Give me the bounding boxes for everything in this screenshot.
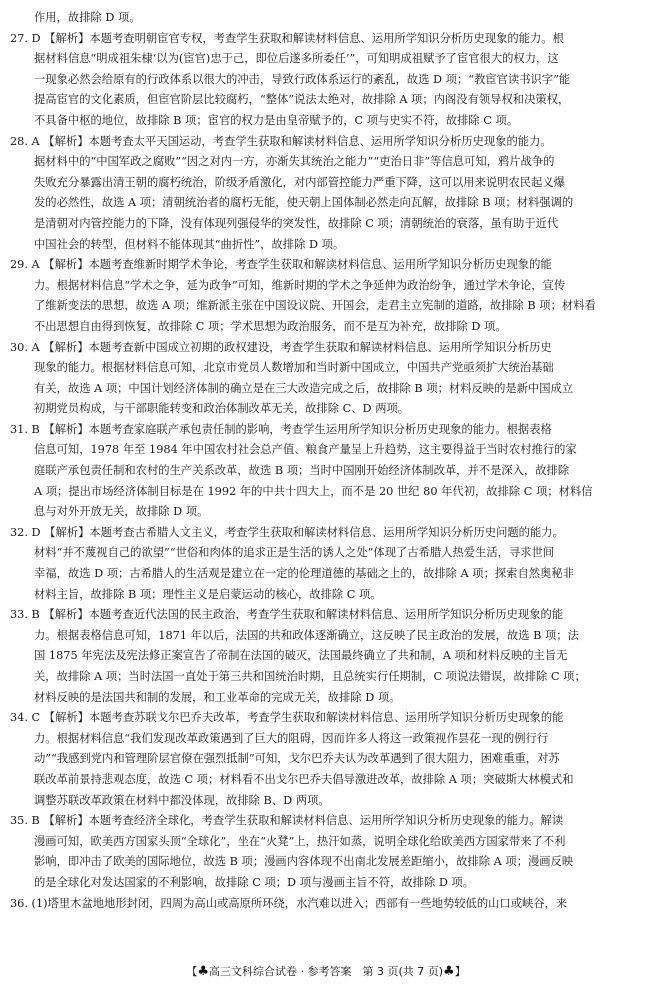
text-line: 33. B 【解析】本题考查近代法国的民主政治，考查学生获取和解读材料信息、运用所学知识分析历史现象的能 (10, 608, 564, 622)
text-line: 据材料中的“中国军政之腐败”“因之对内一方，亦渐失其统治之能力”“吏治日非”等信息可知，鸦片战争的 (34, 155, 555, 169)
club-icon: ♣ (197, 964, 209, 979)
text-line: 作用，故排除 D 项。 (34, 11, 141, 24)
text-line: 28. A 【解析】本题考查太平天国运动，考查学生获取和解读材料信息、运用所学知识分析历史现象的能力。 (10, 134, 552, 148)
text-line: 29. A 【解析】本题考查维新时期学术争论，考查学生获取和解读材料信息、运用所学知识分析历史现象的能 (10, 258, 552, 272)
text-line: 27. D 【解析】本题考查明朝宦官专权，考查学生获取和解读材料信息、运用所学知识分析历史现象的能力。根 (10, 31, 564, 45)
text-line: 庭联产承包责任制和农村的生产关系改革，故选 B 项；当时中国刚开始经济体制改革，并不是深入，故排除 (34, 464, 570, 478)
text-line: 不具备中枢的地位，故排除 B 项；宦官的权力是由皇帝赋予的，C 项与史实不符，故排除 C 项。 (34, 113, 519, 127)
page-footer (0, 963, 652, 979)
text-line: 材料反映的是法国共和制的发展，和工业革命的完成无关，故排除 D 项。 (34, 690, 401, 704)
club-icon: ♣ (443, 964, 455, 979)
text-line: 35. B 【解析】本题考查经济全球化，考查学生获取和解读材料信息、运用所学知识分析历史现象的能力。解读 (10, 814, 564, 828)
text-line: 据材料信息“明成祖朱棣‘以为(宦官)忠于己，即位后遂多所委任’”，可知明成祖赋予了宦官很大的权力，这 (34, 52, 559, 66)
text-line: 30. A 【解析】本题考查新中国成立初期的政权建设，考查学生获取和解读材料信息、运用所学知识分析历史 (10, 340, 552, 354)
text-line: 动”“我感到党内和管理阶层官僚在强烈抵制”可知，戈尔巴乔夫认为改革遇到了很大阻力，困难重重，对苏 (34, 752, 560, 766)
text-line: 息与对外开放无关，故排除 D 项。 (34, 505, 209, 519)
text-line: 中国社会的转型，但材料不能体现其“曲折性”，故排除 D 项。 (34, 237, 345, 251)
text-line: 材料“并不蔑视自己的欲望”“世俗和肉体的追求正是生活的诱人之处”体现了古希腊人热爱生活，寻求世间 (34, 546, 555, 560)
text-line: 有关，故选 A 项；中国计划经济体制的确立是在三大改造完成之后，故排除 B 项；材料反映的是新中国成立 (34, 381, 574, 395)
text-line: 联改革前景持悲观态度，故选 C 项；材料看不出戈尔巴乔夫倡导激进改革，故排除 A 项；突破斯大林模式和 (34, 772, 574, 786)
text-line: 漫画可知，欧美西方国家头顶“全球化”，坐在“火凳”上，热汗如蒸，说明全球化给欧美西方国家带来了不利 (34, 834, 566, 848)
text-line: 现象的能力。根据材料信息可知，北京市党员人数增加和当时新中国成立，中国共产党亟须扩大统治基础 (34, 361, 554, 375)
footer-bracket-right: 】 (454, 965, 466, 978)
text-line: 调整苏联改革政策在材料中都没体现，故排除 B、D 两项。 (34, 793, 330, 807)
text-line: 材料主旨，故排除 B 项；理性主义是启蒙运动的核心，故排除 C 项。 (34, 587, 382, 601)
text-line: 32. D 【解析】本题考查古希腊人文主义，考查学生获取和解读材料信息、运用所学知识分析历史问题的能力。 (10, 525, 564, 539)
text-line: 是清朝对内管控能力的下降，没有体现列强侵华的突发性，故排除 C 项；清朝统治的衰落，虽有助于近代 (34, 216, 559, 230)
text-line: 力。根据表格信息可知，1871 年以后，法国的共和政体逐渐确立，这反映了民主政治的发展，故选 B 项；法 (34, 628, 579, 642)
text-line: 不出思想自由得到恢复，故排除 C 项；学术思想为政治服务，而不是互为补充，故排除 D 项。 (34, 319, 507, 333)
text-line: 初期党员构成，与干部职能转变和政治体制改革无关，故排除 C、D 两项。 (34, 402, 410, 416)
text-line: 36. (1)塔里木盆地地形封闭，四周为高山或高原所环绕，水汽难以进入；西部有一些地势较低的山口或峡谷，来 (10, 896, 568, 910)
text-line: 34. C 【解析】本题考查苏联戈尔巴乔夫改革，考查学生获取和解读材料信息、运用所学知识分析历史现象的能 (10, 711, 564, 725)
answer-key-page (10, 8, 642, 914)
text-line: 失败充分暴露出清王朝的腐朽统治，阶级矛盾激化，对内部管控能力严重下降，这可以用来说明农民起义爆 (34, 175, 565, 189)
text-line: 国 1875 年宪法及宪法修正案宣告了帝制在法国的破灭，法国最终确立了共和制，A 项和材料反映的主旨无 (34, 649, 568, 663)
footer-text: 高三文科综合试卷 · 参考答案 第 3 页(共 7 页) (208, 965, 444, 978)
text-line: 幸福，故选 D 项；古希腊人的生活观是建立在一定的伦理道德的基础之上的，故排除 A 项；探索自然奥秘非 (34, 567, 574, 581)
footer-bracket-left: 【 (186, 965, 198, 978)
text-line: 提高宦官的文化素质，但宦官阶层比较腐朽，“整体”说法太绝对，故排除 A 项；内阁没有领导权和决策权， (34, 93, 570, 107)
text-line: 信息可知，1978 年至 1984 年中国农村社会总产值、粮食产量呈上升趋势，这主要得益于当时农村推行的家 (34, 443, 577, 457)
text-line: 的是全球化对发达国家的不利影响，故排除 C 项；D 项与漫画主旨不符，故排除 D 项。 (34, 875, 475, 889)
text-line: 力。根据材料信息“我们发现改革政策遇到了巨大的阻碍，因而许多人将这一政策视作昙花一现的例行行 (34, 731, 549, 745)
text-line: A 项；提出市场经济体制目标是在 1992 年的中共十四大上，而不是 20 世纪 80 年代初，故排除 C 项；材料信 (34, 484, 593, 498)
text-line: 31. B 【解析】本题考查家庭联产承包责任制的影响，考查学生运用所学知识分析历史现象的能力。根据表格 (10, 422, 552, 436)
text-line: 力。根据材料信息“学术之争，延为政争”可知，维新时期的学术之争延伸为政治纷争，通过学术争论，宣传 (34, 278, 566, 292)
text-line: 影响，即冲击了欧美的国际地位，故选 B 项；漫画内容体现不出南北发展差距缩小，故排除 A 项；漫画反映 (34, 855, 574, 869)
text-line: 发的必然性，故选 A 项；清朝统治者的腐朽无能，使天朝上国体制必然走向瓦解，故排除 B 项；材料强调的 (34, 196, 574, 210)
text-line: 一现象必然会给原有的行政体系以很大的冲击，导致行政体系运行的紊乱，故选 D 项；“教宦官读书识字”能 (34, 72, 571, 86)
text-line: 了维新变法的思想，故选 A 项；维新派主张在中国设议院、开国会，走君主立宪制的道路，故排除 B 项；材料看 (34, 299, 596, 313)
text-line: 关，故排除 A 项；当时法国一直处于第三共和国统治时期，且总统实行任期制，C 项说法错误，故排除 C 项； (34, 670, 586, 683)
